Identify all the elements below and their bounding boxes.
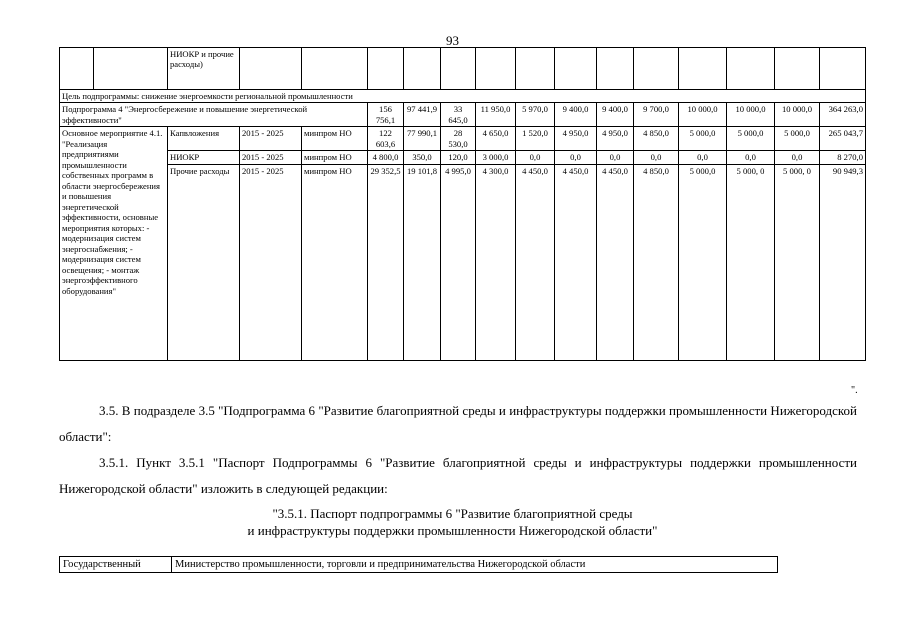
value-cell: 4 950,0	[597, 127, 634, 151]
paragraph	[59, 398, 857, 450]
value-cell: 5 000,0	[679, 164, 727, 360]
value-cell: 122 603,6	[368, 127, 404, 151]
value-cell: 77 990,1	[404, 127, 441, 151]
value-cell: 10 000,0	[727, 103, 775, 127]
value-cell: 0,0	[597, 151, 634, 164]
value-cell: 9 400,0	[555, 103, 597, 127]
value-cell: 4 800,0	[368, 151, 404, 164]
value-cell: 5 000, 0	[727, 164, 775, 360]
value-cell: 156 756,1	[368, 103, 404, 127]
table-row	[60, 164, 866, 360]
period-cell: 2015 - 2025	[240, 164, 302, 360]
value-cell: 5 000,0	[727, 127, 775, 151]
exec-cell: минпром НО	[302, 164, 368, 360]
type-cell: Капвложения	[168, 127, 240, 151]
type-cell: НИОКР	[168, 151, 240, 164]
value-cell: 1 520,0	[516, 127, 555, 151]
paragraph-text: 3.5. В подразделе 3.5 "Подпрограмма 6 "Развитие благоприятной среды и инфраструктуры поддержки промышленности Нижегородской области":	[59, 403, 857, 444]
value-cell: 33 645,0	[441, 103, 476, 127]
value-cell: 350,0	[404, 151, 441, 164]
passport-value: Министерство промышленности, торговли и предпринимательства Нижегородской области	[172, 557, 778, 573]
type-cell: Прочие расходы	[168, 164, 240, 360]
goal-row	[60, 90, 866, 103]
value-cell: 19 101,8	[404, 164, 441, 360]
value-cell: 11 950,0	[476, 103, 516, 127]
value-cell: 90 949,3	[820, 164, 866, 360]
value-cell: 265 043,7	[820, 127, 866, 151]
table-row	[60, 557, 778, 573]
value-cell: 4 850,0	[634, 127, 679, 151]
value-cell: 9 400,0	[597, 103, 634, 127]
value-cell: 0,0	[679, 151, 727, 164]
value-cell: 4 450,0	[597, 164, 634, 360]
passport-label: Государственный	[60, 557, 172, 573]
value-cell: 0,0	[727, 151, 775, 164]
niokr-cell: НИОКР и прочие расходы)	[168, 48, 240, 90]
value-cell: 5 970,0	[516, 103, 555, 127]
table-row	[60, 127, 866, 151]
value-cell: 4 300,0	[476, 164, 516, 360]
value-cell: 0,0	[634, 151, 679, 164]
value-cell: 0,0	[775, 151, 820, 164]
program-row	[60, 103, 866, 127]
section-title: "3.5.1. Паспорт подпрограммы 6 "Развитие благоприятной среды	[272, 506, 633, 521]
value-cell: 5 000,0	[679, 127, 727, 151]
value-cell: 364 263,0	[820, 103, 866, 127]
table-row	[60, 151, 866, 164]
value-cell: 0,0	[516, 151, 555, 164]
period-cell: 2015 - 2025	[240, 127, 302, 151]
value-cell: 4 450,0	[555, 164, 597, 360]
program-title: Подпрограмма 4 "Энергосбережение и повышение энергетической эффективности"	[60, 103, 368, 127]
value-cell: 3 000,0	[476, 151, 516, 164]
value-cell: 4 650,0	[476, 127, 516, 151]
value-cell: 97 441,9	[404, 103, 441, 127]
value-cell: 4 950,0	[555, 127, 597, 151]
value-cell: 10 000,0	[775, 103, 820, 127]
value-cell: 9 700,0	[634, 103, 679, 127]
table-row	[60, 48, 866, 90]
value-cell: 29 352,5	[368, 164, 404, 360]
paragraph	[59, 450, 857, 502]
period-cell: 2015 - 2025	[240, 151, 302, 164]
value-cell: 4 850,0	[634, 164, 679, 360]
page-number: 93	[446, 33, 459, 48]
value-cell: 28 530,0	[441, 127, 476, 151]
value-cell: 4 995,0	[441, 164, 476, 360]
budget-table	[59, 47, 866, 361]
value-cell: 0,0	[555, 151, 597, 164]
value-cell: 120,0	[441, 151, 476, 164]
value-cell: 10 000,0	[679, 103, 727, 127]
passport-table	[59, 556, 778, 573]
exec-cell: минпром НО	[302, 127, 368, 151]
measure-title: Основное мероприятие 4.1. "Реализация предприятиями промышленности собственных программ в области энергосбережения и повышения энергетической эффективности, основные мероприятия которых: - модернизация систем энергоснабжения; - модернизация систем освещения; - монтаж энергоэффективного оборудования"	[60, 127, 168, 360]
exec-cell: минпром НО	[302, 151, 368, 164]
goal-cell: Цель подпрограммы: снижение энергоемкости региональной промышленности	[60, 90, 866, 103]
value-cell: 5 000, 0	[775, 164, 820, 360]
value-cell: 5 000,0	[775, 127, 820, 151]
section-title: и инфраструктуры поддержки промышленности Нижегородской области"	[247, 523, 658, 538]
closing-quote: ".	[851, 385, 858, 396]
paragraph-text: 3.5.1. Пункт 3.5.1 "Паспорт Подпрограммы 6 "Развитие благоприятной среды и инфраструктуры поддержки промышленности Нижегородской области" изложить в следующей редакции:	[59, 455, 857, 496]
value-cell: 8 270,0	[820, 151, 866, 164]
value-cell: 4 450,0	[516, 164, 555, 360]
